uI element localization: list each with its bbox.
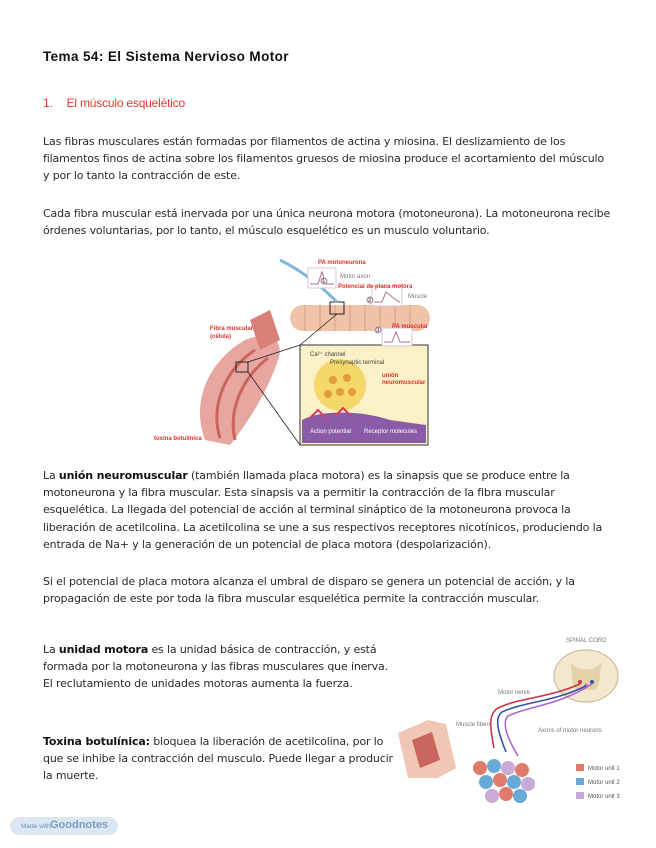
section-number: 1. bbox=[43, 96, 53, 110]
label-pa-motoneurona: PA motoneurona bbox=[318, 260, 366, 266]
label-toxina: toxina botulínica bbox=[154, 436, 202, 442]
label-muscle-fibers: Muscle fibers bbox=[456, 722, 492, 728]
bold-term-union: unión neuromuscular bbox=[58, 469, 188, 482]
goodnotes-badge[interactable] bbox=[10, 817, 118, 835]
label-motor-nerve: Motor nerve bbox=[498, 690, 531, 696]
label-fibra-muscular: Fibra muscular bbox=[210, 326, 254, 332]
bold-term-toxina: Toxina botulínica: bbox=[43, 735, 150, 748]
label-receptor: Receptor molecules bbox=[364, 429, 418, 435]
neuromuscular-junction-figure bbox=[150, 250, 432, 448]
label-action-potential: Action potential bbox=[310, 429, 352, 435]
paragraph-motoneurona: Cada fibra muscular está inervada por una única neurona motora (motoneurona). La motoneurona recibe órdenes voluntarias, por lo tanto, el músculo esquelético es un musculo voluntario. bbox=[43, 207, 611, 238]
text-fragment: es la unidad básica de contracción, y está formada por la motoneurona y las fibras musculares que inerva. El reclutamiento de unidades motoras aumenta la fuerza. bbox=[43, 643, 388, 691]
label-num-1: 1 bbox=[322, 279, 326, 285]
label-union: unión bbox=[382, 373, 399, 379]
label-channel: Ca²⁺ channel bbox=[310, 352, 346, 358]
label-num-2: 2 bbox=[368, 298, 372, 304]
legend-unit3: Motor unit 3 bbox=[588, 794, 620, 800]
section-label: El músculo esquelético bbox=[66, 96, 185, 110]
page-title: Tema 54: El Sistema Nervioso Motor bbox=[43, 49, 289, 64]
label-num-3: 3 bbox=[376, 328, 380, 334]
label-spinal-cord: SPINAL CORD bbox=[566, 638, 607, 644]
bold-term-unidad: unidad motora bbox=[58, 643, 149, 656]
label-celula: (célula) bbox=[210, 334, 232, 340]
badge-brand-text: Goodnotes bbox=[50, 819, 109, 831]
paragraph-potencial: Si el potencial de placa motora alcanza el umbral de disparo se genera un potencial de acción, y la propagación de este por toda la fibra muscular esquelética permite la contracción muscular. bbox=[43, 575, 575, 606]
section-heading bbox=[43, 96, 185, 110]
text-fragment: La bbox=[43, 643, 59, 656]
label-neuromuscular: neuromuscular bbox=[382, 380, 426, 386]
text-fragment: La bbox=[43, 469, 59, 482]
text-fragment: (también llamada placa motora) es la sinapsis que se produce entre la motoneurona y la fibra muscular. Esta sinapsis va a permitir la contracción de la fibra muscular esquelética. La llegada del potencial de acción al terminal sináptico de la motoneurona provoca la liberación de acetilcolina. La acetilcolina se une a sus respectivos receptores nicotínicos, produciendo la entrada de Na+ y la generación de un potencial de placa motora (despolarización). bbox=[43, 469, 603, 551]
legend-unit1: Motor unit 1 bbox=[588, 766, 620, 772]
label-muscle: Muscle bbox=[408, 294, 428, 300]
paragraph-unidad-motora bbox=[43, 641, 398, 693]
legend-swatch-unit2 bbox=[576, 778, 584, 785]
paragraph-toxina bbox=[43, 733, 398, 785]
label-potencial-placa: Potencial de placa motora bbox=[338, 284, 413, 290]
paragraph-union-neuromuscular bbox=[43, 467, 613, 553]
label-axons: Axons of motor neurons bbox=[538, 728, 602, 734]
legend-swatch-unit1 bbox=[576, 764, 584, 771]
label-pa-muscular: PA muscular bbox=[392, 324, 429, 330]
text-fragment: bloquea la liberación de acetilcolina, por lo que se inhibe la contracción del musculo. Puede llegar a producir la muerte. bbox=[43, 735, 393, 783]
badge-small-text: Made with bbox=[21, 823, 51, 830]
motor-unit-figure bbox=[398, 628, 630, 808]
label-motor-axon: Motor axon bbox=[340, 274, 371, 280]
paragraph-fibras: Las fibras musculares están formadas por filamentos de actina y miosina. El deslizamiento de los filamentos finos de actina sobre los filamentos gruesos de miosina produce el acortamiento del músculo y por lo tanto la contracción de este. bbox=[43, 135, 605, 183]
legend-unit2: Motor unit 2 bbox=[588, 780, 620, 786]
legend-swatch-unit3 bbox=[576, 792, 584, 799]
label-presynaptic: Presynaptic terminal bbox=[330, 360, 385, 366]
